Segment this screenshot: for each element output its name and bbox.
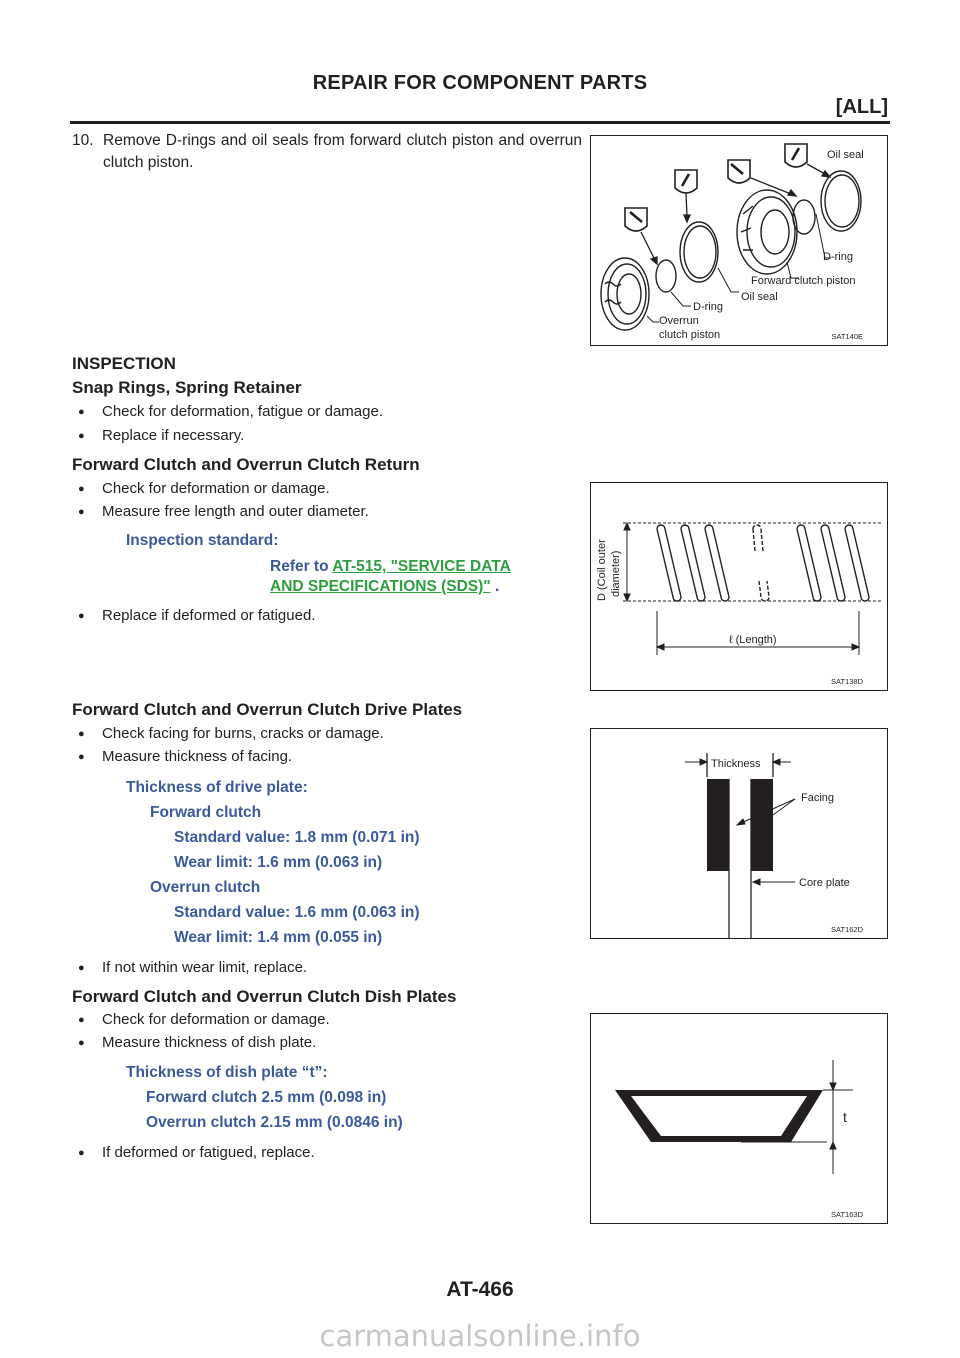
figure-sat162d <box>590 728 888 939</box>
label-coil-diameter: diameter) <box>610 550 622 597</box>
page-number: AT-466 <box>446 1278 514 1301</box>
label-t: t <box>843 1109 847 1125</box>
spec-dish-title: Thickness of dish plate “t”: <box>126 1064 328 1081</box>
heading-snap-rings: Snap Rings, Spring Retainer <box>72 378 302 397</box>
dish-plate-drawing <box>591 1014 887 1223</box>
bullet-item: ● Measure thickness of dish plate. <box>78 1034 317 1051</box>
bullet-item: ● If deformed or fatigued, replace. <box>78 1144 315 1161</box>
label-thickness: Thickness <box>711 758 761 770</box>
label-clutch-piston: clutch piston <box>659 329 721 341</box>
sds-link-cont[interactable]: AND SPECIFICATIONS (SDS)" <box>270 578 491 595</box>
bullet-item: ● If not within wear limit, replace. <box>78 959 308 976</box>
step-text: Remove D-rings and oil seals from forward clutch piston and overrun clutch piston. <box>103 132 582 171</box>
heading-drive-plates: Forward Clutch and Overrun Clutch Drive Plates <box>72 700 463 719</box>
label-length: ℓ (Length) <box>729 634 777 646</box>
spec-drive-title: Thickness of drive plate: <box>126 779 308 796</box>
heading-return: Forward Clutch and Overrun Clutch Return <box>72 455 420 474</box>
spec-overrun-standard: Standard value: 1.6 mm (0.063 in) <box>174 904 420 921</box>
figure-id: SAT163D <box>831 1210 863 1219</box>
spec-overrun-wear: Wear limit: 1.4 mm (0.055 in) <box>174 929 383 946</box>
figure-sat163d <box>590 1013 888 1224</box>
label-coil-outer: D (Coil outer <box>596 539 608 601</box>
bullet-item: ● Check facing for burns, cracks or damage. <box>78 725 384 742</box>
page-title: REPAIR FOR COMPONENT PARTS <box>312 72 648 94</box>
bullet-item: ● Check for deformation or damage. <box>78 480 330 497</box>
step-number: 10. <box>72 132 94 149</box>
section-heading-inspection: INSPECTION <box>72 354 176 373</box>
spring-dimension-drawing <box>591 483 887 690</box>
watermark: carmanualsonline.info <box>319 1319 641 1353</box>
bullet-item: ● Replace if deformed or fatigued. <box>78 607 316 624</box>
label-oil-seal-top: Oil seal <box>827 149 864 161</box>
label-overrun: Overrun <box>659 315 699 327</box>
figure-id: SAT162D <box>831 925 863 934</box>
label-facing: Facing <box>801 792 835 804</box>
label-d-ring-left: D-ring <box>693 301 723 313</box>
spec-refer-line1: Refer to AT-515, "SERVICE DATA <box>270 558 511 575</box>
label-oil-seal-mid: Oil seal <box>741 291 778 303</box>
header-rule <box>70 121 890 124</box>
label-forward-clutch-piston: Forward clutch piston <box>751 275 856 287</box>
sds-link[interactable]: AT-515, "SERVICE DATA <box>332 558 511 575</box>
figure-sat140e <box>590 135 888 346</box>
spec-refer-line2: AND SPECIFICATIONS (SDS)" . <box>270 578 500 595</box>
step-10 <box>72 130 582 174</box>
figure-id: SAT140E <box>831 332 863 341</box>
drive-plate-drawing <box>591 729 887 938</box>
heading-dish-plates: Forward Clutch and Overrun Clutch Dish Plates <box>72 987 457 1006</box>
spec-dish-forward: Forward clutch 2.5 mm (0.098 in) <box>146 1089 387 1106</box>
label-core-plate: Core plate <box>799 877 850 889</box>
bullet-item: ● Replace if necessary. <box>78 427 245 444</box>
spec-forward-label: Forward clutch <box>150 804 262 821</box>
label-d-ring-right: D-ring <box>823 251 853 263</box>
spec-forward-wear: Wear limit: 1.6 mm (0.063 in) <box>174 854 383 871</box>
bullet-item: ● Measure thickness of facing. <box>78 748 293 765</box>
spec-forward-standard: Standard value: 1.8 mm (0.071 in) <box>174 829 420 846</box>
bullet-item: ● Check for deformation, fatigue or damage. <box>78 403 383 420</box>
figure-sat138d <box>590 482 888 691</box>
bullet-item: ● Check for deformation or damage. <box>78 1011 330 1028</box>
spec-dish-overrun: Overrun clutch 2.15 mm (0.0846 in) <box>146 1114 403 1131</box>
bullet-item: ● Measure free length and outer diameter. <box>78 503 369 520</box>
exploded-piston-drawing <box>591 136 887 345</box>
spec-inspection-standard: Inspection standard: <box>126 532 279 549</box>
page-scope: [ALL] <box>835 96 888 118</box>
spec-overrun-label: Overrun clutch <box>150 879 261 896</box>
figure-id: SAT138D <box>831 677 863 686</box>
